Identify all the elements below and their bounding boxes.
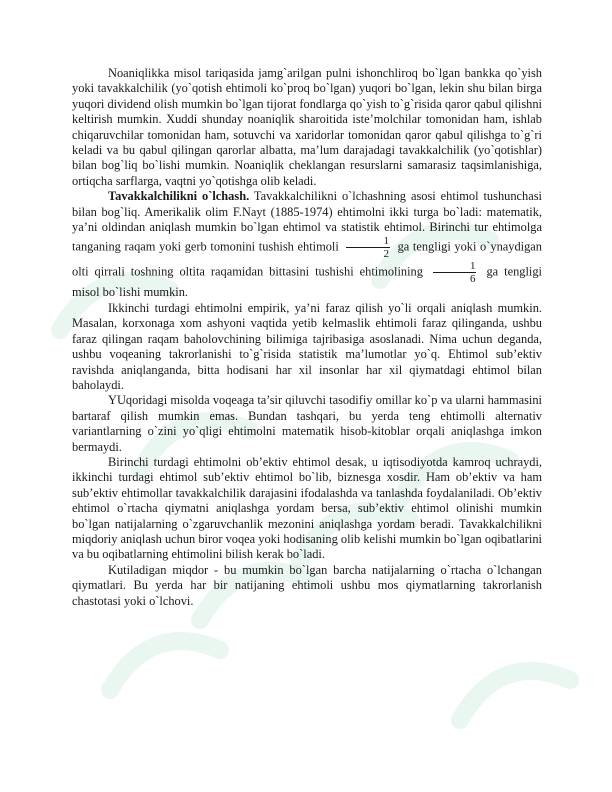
paragraph-2-end: ga tengligi misol bo`lishi mumkin. <box>72 264 542 300</box>
fraction-numerator: 1 <box>433 260 477 273</box>
paragraph-4: YUqoridagi misolda voqeaga ta’sir qiluvchi tasodifiy omillar ko`p va ularni hammasini bartaraf qilish mumkin emas. Bundan tashqari, bu yerda teng ehtimolli alternativ variantlarning o`zini yo`qligi ehtimolni matematik hisob-kitoblar orqali aniqlashga imkon bermaydi. <box>72 393 542 454</box>
fraction-denominator: 6 <box>469 273 476 286</box>
fraction-numerator: 1 <box>346 235 390 248</box>
paragraph-1: Noaniqlikka misol tariqasida jamg`arilgan pulni ishonchliroq bo`lgan bankka qo`yish yoki tavakkalchilik (yo`qotish ehtimoli ko`proq bo`lgan) yuqori bo`lgan, lekin shu bilan birga yuqori dividend olish mumkin bo`lgan tijorat fondlarga qo`yish to`g`risida qaror qabul qilishni keltirish mumkin. Xuddi shunday noaniqlik sharoitida iste’molchilar tomonidan ham, ishlab chiqaruvchilar tomonidan ham, sotuvchi va xaridorlar tomonidan qaror qabul qilishga to`g`ri keladi va bu qabul qilingan qarorlar albatta, ma’lum darajadagi tavakkalchilik (yo`qotishlar) bilan bog`liq bo`lishi mumkin. Noaniqlik cheklangan resurslarni samarasiz taqsimlanishiga, ortiqcha sarflarga, vaqtni yo`qotishga olib keladi. <box>72 66 542 188</box>
fraction-denominator: 2 <box>383 248 389 261</box>
fraction-one-half <box>346 235 390 260</box>
section-heading: Tavakkalchilikni o`lchash. <box>108 189 250 204</box>
paragraph-3: Ikkinchi turdagi ehtimolni empirik, ya’ni faraz qilish yo`li orqali aniqlash mumkin. Masalan, korxonaga xom ashyoni vaqtida yetib kelmaslik ehtimoli faraz qilinganda, ushbu faraz qilingan raqam baholovchining bilimiga tajribasiga asoslanadi. Nima uchun deganda, ushbu voqeaning takrorlanishi to`g`risida statistik ma’lumotlar yo`q. Ehtimol sub’ektiv ravishda aniqlanganda, bitta hodisani har xil insonlar har xil qiymatdagi ehtimol bilan baholaydi. <box>72 300 542 392</box>
paragraph-2 <box>72 189 542 301</box>
document-body <box>72 66 542 609</box>
paragraph-2-middle: ga tengligi yoki o`ynaydigan olti qirrali toshning oltita raqamidan bittasini tushishi ehtimolining <box>72 239 542 279</box>
paragraph-5: Birinchi turdagi ehtimolni ob’ektiv ehtimol desak, u iqtisodiyotda kamroq uchraydi, ikkinchi turdagi ehtimol sub’ektiv ehtimol bo`lib, biznesga xosdir. Ham ob’ektiv va ham sub’ektiv ehtimollar tavakkalchilik darajasini ifodalashda va tanlashda foydalaniladi. Ob’ektiv ehtimol o`rtacha qiymatni aniqlashga yordam bersa, sub’ektiv ehtimol olinishi mumkin bo`lgan natijalarning o`zgaruvchanlik mezonini aniqlashga yordam beradi. Tavakkalchilikni miqdoriy aniqlash uchun biror voqea yoki hodisaning olib kelishi mumkin bo`lgan oqibatlarini va bu oqibatlarning ehtimolini bilish kerak bo`ladi. <box>72 454 542 562</box>
paragraph-6: Kutiladigan miqdor - bu mumkin bo`lgan barcha natijalarning o`rtacha o`lchangan qiymatlari. Bu yerda har bir natijaning ehtimoli ushbu mos qiymatlarning takrorlanish chastotasi yoki o`lchovi. <box>72 562 542 608</box>
paragraph-2-text: Tavakkalchilikni o`lchashning asosi ehtimol tushunchasi bilan bog`liq. Amerikalik olim F.Nayt (1885-1974) ehtimolni ikki turga bo`ladi: matematik, ya’ni oldindan aniqlash mumkin bo`lgan ehtimol va statistik ehtimol. Birinchi tur ehtimolga tanganing raqam yoki gerb tomonini tushish ehtimoli <box>72 189 542 254</box>
fraction-one-sixth <box>433 260 477 285</box>
